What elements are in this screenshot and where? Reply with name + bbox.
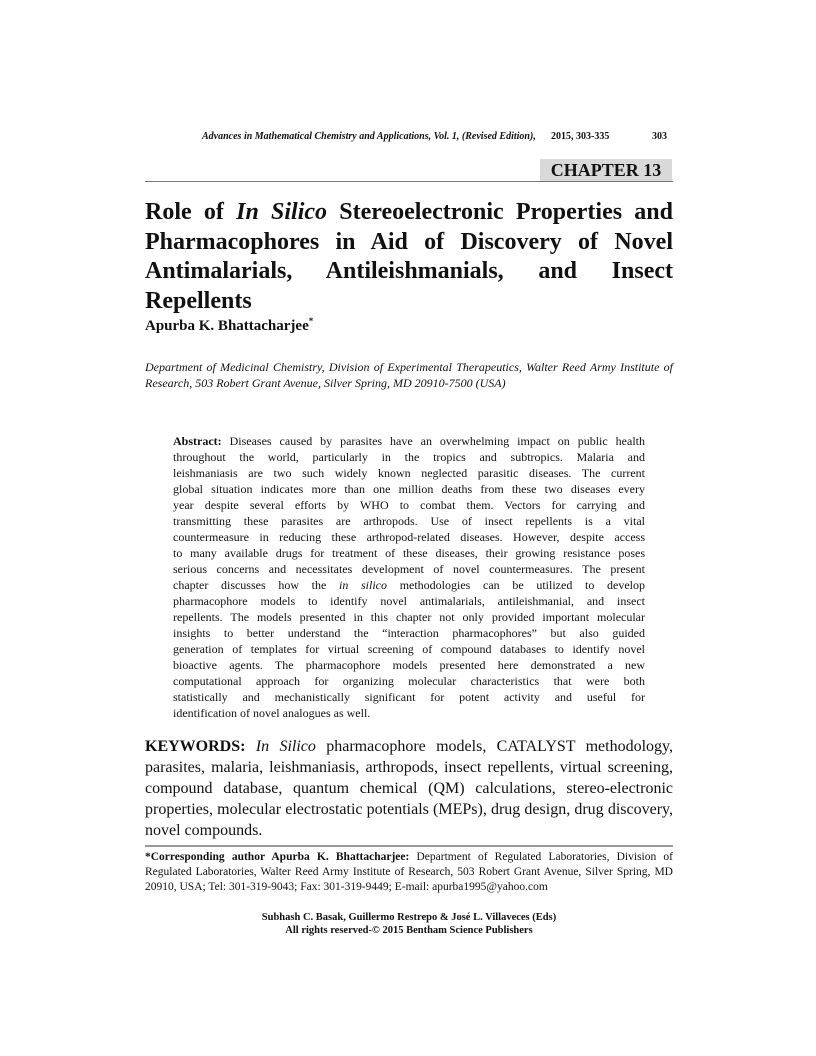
text-line bbox=[173, 433, 645, 449]
year-pages: 2015, 303-335 bbox=[551, 131, 610, 142]
text-line bbox=[173, 625, 645, 641]
text-segment: countermeasure in reducing these arthropod-related diseases. However, despite access bbox=[173, 530, 645, 544]
text-line bbox=[145, 757, 673, 778]
chapter-label: CHAPTER 13 bbox=[540, 159, 672, 181]
text-segment: pharmacophore models to identify novel antimalarials, antileishmanial, and insect bbox=[173, 594, 645, 608]
header-divider bbox=[145, 181, 673, 182]
affiliation: Department of Medicinal Chemistry, Division of Experimental Therapeutics, Walter Reed Army Institute of Research, 503 Robert Grant Avenue, Silver Spring, MD 20910-7500 (USA) bbox=[145, 360, 673, 390]
text-line bbox=[173, 513, 645, 529]
text-line bbox=[173, 449, 645, 465]
text-segment: compound database, quantum chemical (QM) calculations, stereo-electronic bbox=[145, 780, 673, 797]
text-segment: global situation indicates more than one million deaths from these two diseases every bbox=[173, 482, 645, 496]
text-line bbox=[173, 705, 645, 721]
abstract bbox=[173, 433, 645, 721]
text-segment: In Silico bbox=[236, 199, 328, 225]
text-segment: parasites, malaria, leishmaniasis, arthropods, insect repellents, virtual screening, bbox=[145, 759, 673, 776]
text-line bbox=[173, 545, 645, 561]
text-segment: In Silico bbox=[255, 738, 316, 755]
text-segment: KEYWORDS: bbox=[145, 738, 246, 755]
text-segment: to many available drugs for treatment of these diseases, their growing resistance poses bbox=[173, 546, 645, 560]
text-line bbox=[173, 465, 645, 481]
text-line bbox=[173, 673, 645, 689]
text-segment: properties, molecular electrostatic potentials (MEPs), drug design, drug discovery, bbox=[145, 801, 673, 818]
text-segment: pharmacophore models, CATALYST methodology, bbox=[315, 738, 674, 755]
text-segment: insights to better understand the “interaction pharmacophores” but also guided bbox=[173, 626, 645, 640]
keywords bbox=[145, 736, 673, 841]
text-segment: Stereoelectronic Properties and bbox=[327, 199, 673, 225]
text-segment: in silico bbox=[339, 578, 388, 592]
footnote-text: Department of Regulated Laboratories, Division of Regulated Laboratories, Walter Reed Army Institute of Research, 503 Robert Grant Avenue, Silver Spring, MD 20910, USA; Tel: 301-319-9043; Fax: 301-319-9449; E-mail: apurba1995@yahoo.com bbox=[145, 851, 673, 893]
editors-block bbox=[145, 911, 673, 937]
text-line bbox=[145, 257, 673, 287]
text-line bbox=[145, 287, 673, 317]
text-segment: Repellents bbox=[145, 287, 252, 314]
text-segment: methodologies can be utilized to develop bbox=[387, 578, 645, 592]
text-line bbox=[173, 577, 645, 593]
copyright: All rights reserved-© 2015 Bentham Science Publishers bbox=[285, 925, 533, 936]
text-segment: chapter discusses how the bbox=[173, 578, 339, 592]
text-segment: Pharmacophores in Aid of Discovery of Novel bbox=[145, 228, 673, 255]
text-segment: serious concerns and necessitates development of novel countermeasures. The present bbox=[173, 562, 645, 576]
text-segment: bioactive agents. The pharmacophore models presented here demonstrated a new bbox=[173, 658, 645, 672]
text-line bbox=[145, 778, 673, 799]
text-line bbox=[173, 657, 645, 673]
editors: Subhash C. Basak, Guillermo Restrepo & José L. Villaveces (Eds) bbox=[261, 912, 557, 923]
text-line bbox=[145, 799, 673, 820]
author-name: Apurba K. Bhattacharjee bbox=[145, 318, 309, 334]
text-line bbox=[145, 736, 673, 757]
text-segment: Role of bbox=[145, 199, 237, 225]
text-line bbox=[145, 228, 673, 258]
author-mark: * bbox=[308, 316, 314, 326]
footnote-divider bbox=[145, 845, 673, 847]
text-segment: Abstract: bbox=[173, 434, 222, 448]
text-segment: throughout the world, particularly in the tropics and subtropics. Malaria and bbox=[173, 450, 645, 464]
text-segment: identification of novel analogues as well. bbox=[173, 706, 371, 720]
text-line bbox=[173, 609, 645, 625]
text-segment: leishmaniasis are two such widely known neglected parasitic diseases. The current bbox=[173, 466, 645, 480]
text-segment: Diseases caused by parasites have an overwhelming impact on public health bbox=[221, 434, 645, 448]
text-line bbox=[145, 820, 673, 841]
text-line bbox=[173, 497, 645, 513]
text-segment: novel compounds. bbox=[145, 822, 263, 839]
text-segment: statistically and mechanistically significant for potent activity and useful for bbox=[173, 690, 645, 704]
text-segment: year despite several efforts by WHO to combat them. Vectors for carrying and bbox=[173, 498, 645, 512]
text-segment: generation of templates for virtual screening of compound databases to identify novel bbox=[173, 642, 645, 656]
text-segment bbox=[245, 738, 255, 755]
text-segment: repellents. The models presented in this chapter not only provided important molecular bbox=[173, 610, 645, 624]
text-segment: computational approach for organizing molecular characteristics that were both bbox=[173, 674, 645, 688]
journal-title: Advances in Mathematical Chemistry and Applications, Vol. 1, (Revised Edition), bbox=[202, 131, 536, 142]
text-line bbox=[173, 529, 645, 545]
text-line bbox=[145, 198, 673, 228]
text-segment: transmitting these parasites are arthropods. Use of insect repellents is a vital bbox=[173, 514, 645, 528]
page-number: 303 bbox=[652, 131, 667, 142]
footnote bbox=[145, 850, 673, 895]
text-line bbox=[173, 481, 645, 497]
text-line bbox=[173, 561, 645, 577]
author bbox=[145, 316, 313, 335]
footnote-label: *Corresponding author Apurba K. Bhattacharjee: bbox=[145, 851, 410, 863]
text-segment: Antimalarials, Antileishmanials, and Insect bbox=[145, 258, 673, 284]
text-line bbox=[173, 641, 645, 657]
chapter-title bbox=[145, 198, 673, 316]
text-line bbox=[173, 689, 645, 705]
text-line bbox=[173, 593, 645, 609]
